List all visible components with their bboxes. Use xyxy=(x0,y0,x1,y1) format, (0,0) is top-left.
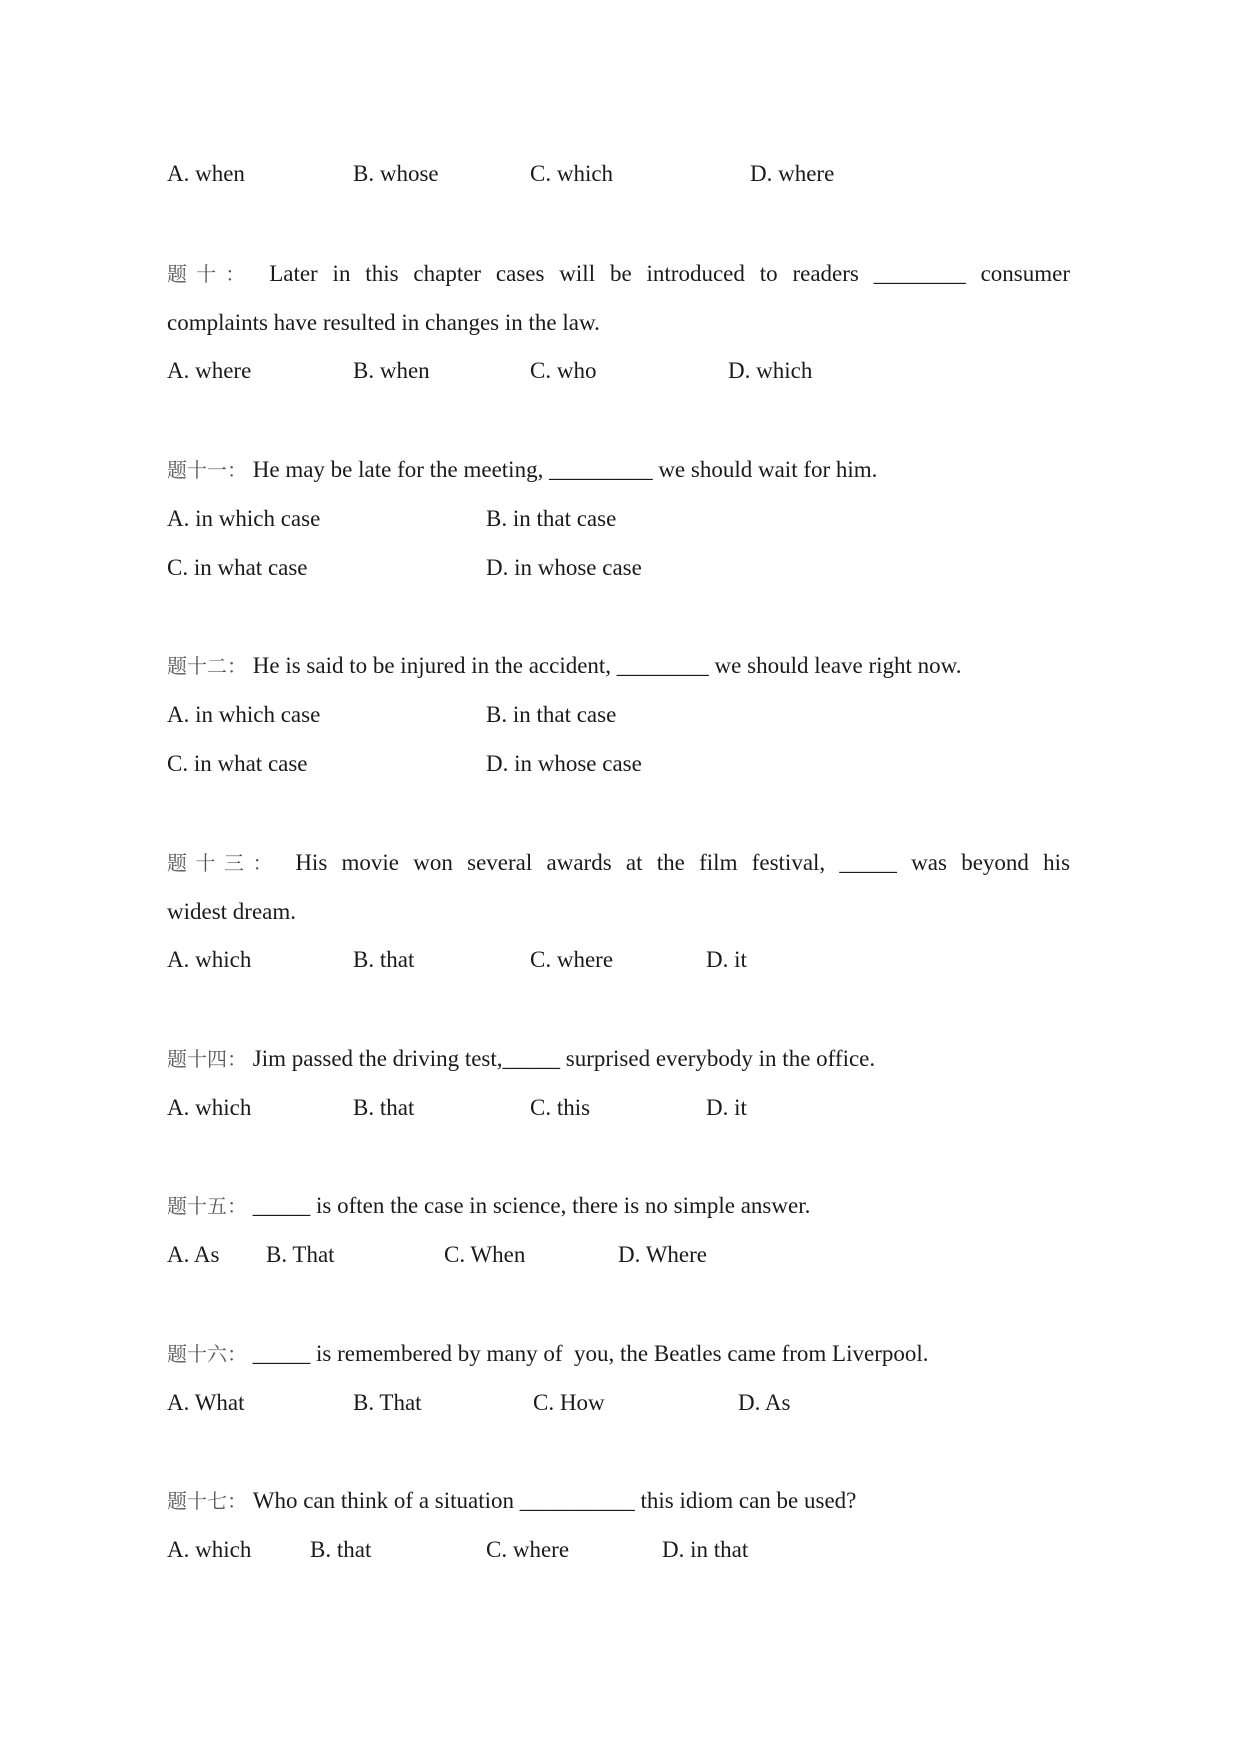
q11-stem xyxy=(167,455,877,485)
q10-option-d: D. which xyxy=(728,358,813,383)
q17-option-b: B. that xyxy=(310,1537,372,1562)
q17-stem-text: Who can think of a situation __________ this idiom can be used? xyxy=(252,1488,857,1513)
q14-option-a: A. which xyxy=(167,1095,252,1120)
q16-label: 题十六： xyxy=(167,1342,247,1366)
q10-stem-text-1: Later in this chapter cases will be introduced to readers ________ consumer xyxy=(269,261,1071,286)
q11-option-a: A. in which case xyxy=(167,506,321,531)
q16-stem-text: _____ is remembered by many of you, the Beatles came from Liverpool. xyxy=(252,1341,929,1366)
q15-label: 题十五： xyxy=(167,1194,247,1218)
q13-label: 题十三： xyxy=(167,851,282,875)
q9-option-b: B. whose xyxy=(353,161,439,186)
q10-option-a: A. where xyxy=(167,358,252,383)
q13-option-a: A. which xyxy=(167,947,252,972)
q12-stem xyxy=(167,651,962,681)
q10-stem-line-1 xyxy=(167,259,1070,289)
q16-option-d: D. As xyxy=(738,1390,791,1415)
q11-option-b: B. in that case xyxy=(486,506,617,531)
q10-label: 题十： xyxy=(167,262,255,286)
q14-stem xyxy=(167,1044,875,1074)
q9-option-d: D. where xyxy=(750,161,835,186)
q13-option-d: D. it xyxy=(706,947,747,972)
q15-stem-text: _____ is often the case in science, there is no simple answer. xyxy=(252,1193,811,1218)
q11-label: 题十一： xyxy=(167,458,247,482)
q17-option-d: D. in that xyxy=(662,1537,749,1562)
q12-label: 题十二： xyxy=(167,654,247,678)
q11-option-d: D. in whose case xyxy=(486,555,642,580)
q17-stem xyxy=(167,1486,856,1516)
q16-option-c: C. How xyxy=(533,1390,605,1415)
q14-label: 题十四： xyxy=(167,1047,247,1071)
q12-option-b: B. in that case xyxy=(486,702,617,727)
q14-option-c: C. this xyxy=(530,1095,591,1120)
q17-label: 题十七： xyxy=(167,1489,247,1513)
q15-stem xyxy=(167,1191,810,1221)
q15-option-c: C. When xyxy=(444,1242,526,1267)
q13-stem-text-1: His movie won several awards at the film festival, _____ was beyond his xyxy=(295,850,1071,875)
q17-option-c: C. where xyxy=(486,1537,570,1562)
q16-option-b: B. That xyxy=(353,1390,422,1415)
q9-option-a: A. when xyxy=(167,161,245,186)
q15-option-a: A. As xyxy=(167,1242,220,1267)
q12-option-d: D. in whose case xyxy=(486,751,642,776)
q11-stem-text: He may be late for the meeting, _________ we should wait for him. xyxy=(252,457,878,482)
q11-option-c: C. in what case xyxy=(167,555,308,580)
q10-option-c: C. who xyxy=(530,358,597,383)
q13-option-b: B. that xyxy=(353,947,415,972)
q12-option-c: C. in what case xyxy=(167,751,308,776)
q14-option-d: D. it xyxy=(706,1095,747,1120)
q16-option-a: A. What xyxy=(167,1390,245,1415)
q9-option-c: C. which xyxy=(530,161,614,186)
q14-stem-text: Jim passed the driving test,_____ surprised everybody in the office. xyxy=(252,1046,876,1071)
q13-stem-line-1 xyxy=(167,848,1070,878)
q13-option-c: C. where xyxy=(530,947,614,972)
q16-stem xyxy=(167,1339,929,1369)
q17-option-a: A. which xyxy=(167,1537,252,1562)
q15-option-d: D. Where xyxy=(618,1242,707,1267)
q15-option-b: B. That xyxy=(266,1242,335,1267)
q10-option-b: B. when xyxy=(353,358,430,383)
q10-stem-line-2: complaints have resulted in changes in the law. xyxy=(167,310,600,335)
q12-stem-text: He is said to be injured in the accident, ________ we should leave right now. xyxy=(252,653,962,678)
q13-stem-line-2: widest dream. xyxy=(167,899,297,924)
q14-option-b: B. that xyxy=(353,1095,415,1120)
q12-option-a: A. in which case xyxy=(167,702,321,727)
